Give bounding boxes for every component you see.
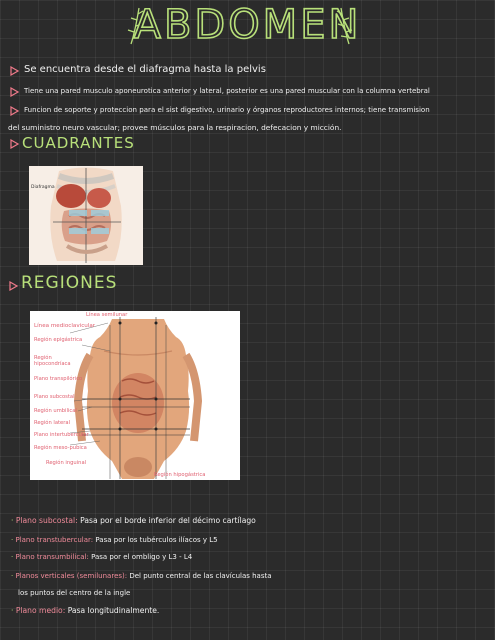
regiones-label: Plano transpilórico [34,376,83,382]
regiones-label: Línea medioclavicular [34,323,96,329]
regiones-label: Región lateral [34,420,71,426]
regiones-label: Plano intertubercular [34,432,89,438]
regiones-label: Región inguinal [46,460,87,466]
cuadrantes-image [29,166,143,265]
triangle-bullet-icon [10,106,19,116]
triangle-bullet-icon [10,66,19,76]
section-heading-regiones: REGIONES [21,273,118,293]
triangle-bullet-icon [10,87,19,97]
regiones-image [30,311,240,480]
plane-item-continuation: los puntos del centro de la ingle [18,589,131,597]
section-heading-cuadrantes: CUADRANTES [22,134,135,152]
intro-line: del suministro neuro vascular; provee músculos para la respiracion, defecacion y micción. [8,123,342,132]
triangle-bullet-icon [9,281,18,291]
plane-item: · Plano transumbilical: Pasa por el ombligo y L3 - L4 [11,553,193,561]
regiones-label: Región hipocondríaca [34,355,71,367]
regiones-label: Región epigástrica [34,337,83,343]
triangle-bullet-icon [10,139,19,149]
plane-item: · Plano transtubercular: Pasa por los tubérculos ilíacos y L5 [11,536,218,544]
intro-line: Funcion de soporte y proteccion para el sist digestivo, urinario y órganos reproductores internos; tiene transmision [24,105,430,114]
intro-line: Tiene una pared musculo aponeurotica anterior y lateral, posterior es una pared muscular con la columna vertebral [24,87,430,95]
page-title: ABDOMEN [133,2,362,48]
cuadrantes-label: Diafragma [31,185,55,190]
plane-item: · Plano medio: Pasa longitudinalmente. [11,606,160,615]
regiones-label: Plano subcostal [34,394,75,400]
leaf-sprig-icon [333,6,355,46]
intro-line: Se encuentra desde el diafragma hasta la pelvis [24,64,266,75]
regiones-label: Región umbilical [34,408,77,414]
plane-item: · Plano subcostal: Pasa por el borde inferior del décimo cartílago [11,516,256,525]
regiones-label: Región meso-pubica [34,445,87,451]
regiones-label: Región hipogástrica [154,472,206,478]
regiones-label: Línea semilunar [86,312,128,318]
plane-item: · Planos verticales (semilunares): Del punto central de las clavículas hasta [11,572,272,580]
